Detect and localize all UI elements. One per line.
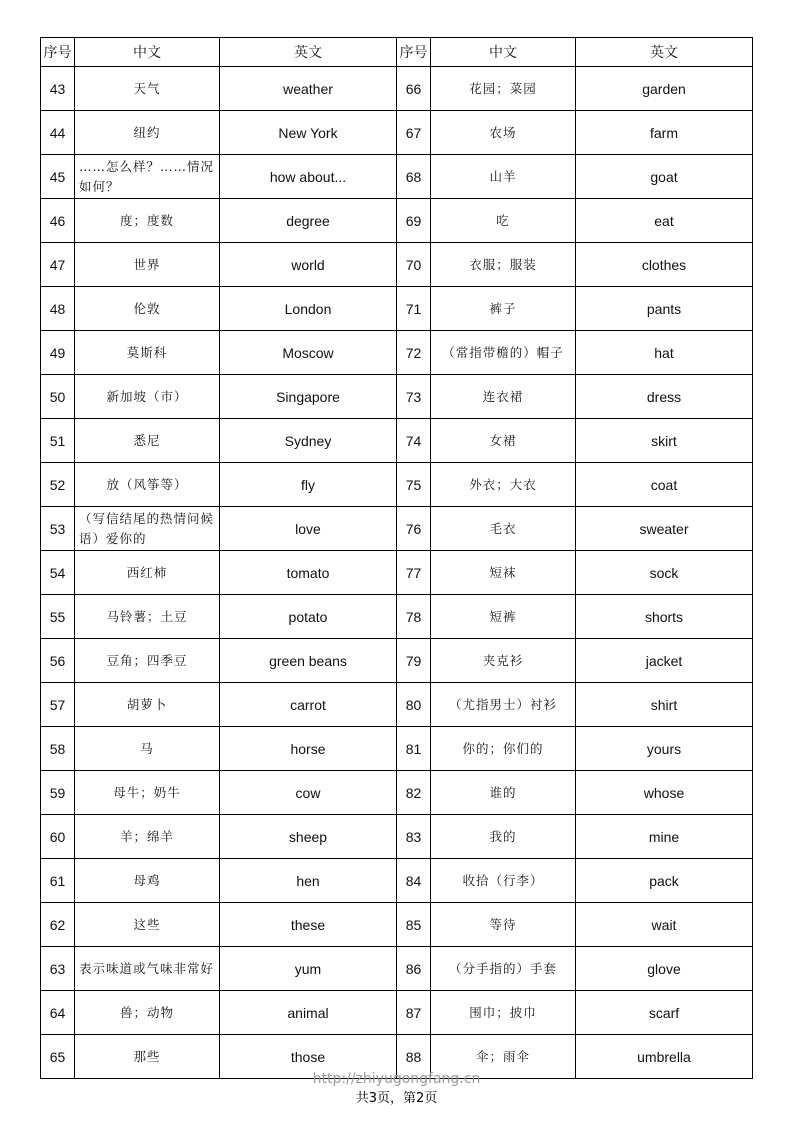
chinese-term: 莫斯科 [75, 331, 220, 375]
chinese-term: 谁的 [431, 771, 576, 815]
table-row [41, 463, 753, 507]
chinese-term: （写信结尾的热情问候语）爱你的 [75, 507, 220, 551]
english-term: London [220, 287, 397, 331]
entry-number: 84 [397, 859, 431, 903]
entry-number: 83 [397, 815, 431, 859]
english-term: farm [576, 111, 753, 155]
chinese-term: 伦敦 [75, 287, 220, 331]
entry-number: 81 [397, 727, 431, 771]
english-term: umbrella [576, 1035, 753, 1079]
table-row [41, 331, 753, 375]
table-row [41, 903, 753, 947]
entry-number: 64 [41, 991, 75, 1035]
english-term: animal [220, 991, 397, 1035]
chinese-term: 母鸡 [75, 859, 220, 903]
entry-number: 50 [41, 375, 75, 419]
chinese-term: 花园；菜园 [431, 67, 576, 111]
english-term: world [220, 243, 397, 287]
entry-number: 86 [397, 947, 431, 991]
entry-number: 47 [41, 243, 75, 287]
entry-number: 58 [41, 727, 75, 771]
english-term: clothes [576, 243, 753, 287]
chinese-term: 收拾（行李） [431, 859, 576, 903]
english-term: hat [576, 331, 753, 375]
entry-number: 53 [41, 507, 75, 551]
chinese-term: 我的 [431, 815, 576, 859]
entry-number: 74 [397, 419, 431, 463]
entry-number: 72 [397, 331, 431, 375]
entry-number: 82 [397, 771, 431, 815]
english-term: goat [576, 155, 753, 199]
english-term: scarf [576, 991, 753, 1035]
table-row [41, 771, 753, 815]
entry-number: 46 [41, 199, 75, 243]
entry-number: 71 [397, 287, 431, 331]
chinese-term: 女裙 [431, 419, 576, 463]
entry-number: 70 [397, 243, 431, 287]
table-row [41, 639, 753, 683]
header-en-left: 英文 [220, 38, 397, 67]
table-row [41, 727, 753, 771]
english-term: yours [576, 727, 753, 771]
entry-number: 54 [41, 551, 75, 595]
english-term: cow [220, 771, 397, 815]
entry-number: 77 [397, 551, 431, 595]
english-term: those [220, 1035, 397, 1079]
header-num-left: 序号 [41, 38, 75, 67]
english-term: eat [576, 199, 753, 243]
english-term: Sydney [220, 419, 397, 463]
table-row [41, 507, 753, 551]
table-row [41, 287, 753, 331]
table-row [41, 859, 753, 903]
chinese-term: 你的；你们的 [431, 727, 576, 771]
chinese-term: 兽；动物 [75, 991, 220, 1035]
chinese-term: 夹克衫 [431, 639, 576, 683]
english-term: carrot [220, 683, 397, 727]
chinese-term: 围巾；披巾 [431, 991, 576, 1035]
entry-number: 65 [41, 1035, 75, 1079]
entry-number: 60 [41, 815, 75, 859]
english-term: green beans [220, 639, 397, 683]
table-row [41, 595, 753, 639]
vocabulary-table [40, 37, 753, 1079]
entry-number: 51 [41, 419, 75, 463]
chinese-term: （分手指的）手套 [431, 947, 576, 991]
english-term: shirt [576, 683, 753, 727]
table-row [41, 111, 753, 155]
english-term: skirt [576, 419, 753, 463]
entry-number: 88 [397, 1035, 431, 1079]
english-term: yum [220, 947, 397, 991]
table-row [41, 815, 753, 859]
chinese-term: 马铃薯；土豆 [75, 595, 220, 639]
chinese-term: 放（风筝等） [75, 463, 220, 507]
english-term: fly [220, 463, 397, 507]
entry-number: 73 [397, 375, 431, 419]
chinese-term: 连衣裙 [431, 375, 576, 419]
header-num-right: 序号 [397, 38, 431, 67]
chinese-term: 短袜 [431, 551, 576, 595]
entry-number: 85 [397, 903, 431, 947]
chinese-term: ……怎么样？……情况如何？ [75, 155, 220, 199]
chinese-term: （尤指男士）衬衫 [431, 683, 576, 727]
entry-number: 57 [41, 683, 75, 727]
table-row [41, 991, 753, 1035]
table-body [41, 67, 753, 1079]
chinese-term: 裤子 [431, 287, 576, 331]
chinese-term: 山羊 [431, 155, 576, 199]
chinese-term: 母牛；奶牛 [75, 771, 220, 815]
table-row [41, 375, 753, 419]
english-term: wait [576, 903, 753, 947]
entry-number: 69 [397, 199, 431, 243]
chinese-term: 这些 [75, 903, 220, 947]
chinese-term: 毛衣 [431, 507, 576, 551]
english-term: garden [576, 67, 753, 111]
english-term: New York [220, 111, 397, 155]
english-term: horse [220, 727, 397, 771]
entry-number: 67 [397, 111, 431, 155]
entry-number: 66 [397, 67, 431, 111]
english-term: hen [220, 859, 397, 903]
english-term: sock [576, 551, 753, 595]
english-term: weather [220, 67, 397, 111]
entry-number: 63 [41, 947, 75, 991]
chinese-term: 西红柿 [75, 551, 220, 595]
entry-number: 87 [397, 991, 431, 1035]
entry-number: 62 [41, 903, 75, 947]
english-term: Singapore [220, 375, 397, 419]
english-term: these [220, 903, 397, 947]
entry-number: 76 [397, 507, 431, 551]
english-term: glove [576, 947, 753, 991]
entry-number: 49 [41, 331, 75, 375]
english-term: degree [220, 199, 397, 243]
entry-number: 55 [41, 595, 75, 639]
english-term: tomato [220, 551, 397, 595]
english-term: jacket [576, 639, 753, 683]
chinese-term: 豆角；四季豆 [75, 639, 220, 683]
chinese-term: 等待 [431, 903, 576, 947]
header-row [41, 38, 753, 67]
english-term: love [220, 507, 397, 551]
chinese-term: 悉尼 [75, 419, 220, 463]
entry-number: 48 [41, 287, 75, 331]
table-row [41, 551, 753, 595]
chinese-term: 羊；绵羊 [75, 815, 220, 859]
table-row [41, 419, 753, 463]
entry-number: 44 [41, 111, 75, 155]
chinese-term: 胡萝卜 [75, 683, 220, 727]
english-term: coat [576, 463, 753, 507]
english-term: how about... [220, 155, 397, 199]
entry-number: 45 [41, 155, 75, 199]
english-term: mine [576, 815, 753, 859]
table-row [41, 155, 753, 199]
english-term: potato [220, 595, 397, 639]
header-zh-right: 中文 [431, 38, 576, 67]
table-row [41, 243, 753, 287]
english-term: dress [576, 375, 753, 419]
chinese-term: 马 [75, 727, 220, 771]
entry-number: 56 [41, 639, 75, 683]
table-row [41, 67, 753, 111]
english-term: sheep [220, 815, 397, 859]
entry-number: 59 [41, 771, 75, 815]
english-term: Moscow [220, 331, 397, 375]
page-footer: 共3页，第2页 [355, 1091, 438, 1106]
entry-number: 52 [41, 463, 75, 507]
table-row [41, 683, 753, 727]
chinese-term: 新加坡（市） [75, 375, 220, 419]
chinese-term: 天气 [75, 67, 220, 111]
entry-number: 79 [397, 639, 431, 683]
english-term: sweater [576, 507, 753, 551]
chinese-term: 伞；雨伞 [431, 1035, 576, 1079]
chinese-term: 那些 [75, 1035, 220, 1079]
entry-number: 78 [397, 595, 431, 639]
english-term: pack [576, 859, 753, 903]
entry-number: 61 [41, 859, 75, 903]
header-zh-left: 中文 [75, 38, 220, 67]
entry-number: 75 [397, 463, 431, 507]
chinese-term: 吃 [431, 199, 576, 243]
chinese-term: 农场 [431, 111, 576, 155]
english-term: pants [576, 287, 753, 331]
entry-number: 43 [41, 67, 75, 111]
chinese-term: 表示味道或气味非常好 [75, 947, 220, 991]
entry-number: 80 [397, 683, 431, 727]
chinese-term: （常指带檐的）帽子 [431, 331, 576, 375]
english-term: whose [576, 771, 753, 815]
entry-number: 68 [397, 155, 431, 199]
table-row [41, 947, 753, 991]
chinese-term: 短裤 [431, 595, 576, 639]
chinese-term: 外衣；大衣 [431, 463, 576, 507]
chinese-term: 衣服；服装 [431, 243, 576, 287]
chinese-term: 度；度数 [75, 199, 220, 243]
chinese-term: 纽约 [75, 111, 220, 155]
english-term: shorts [576, 595, 753, 639]
table-row [41, 199, 753, 243]
chinese-term: 世界 [75, 243, 220, 287]
watermark-url: http://zhiyugongfang.cn [312, 1071, 481, 1087]
header-en-right: 英文 [576, 38, 753, 67]
